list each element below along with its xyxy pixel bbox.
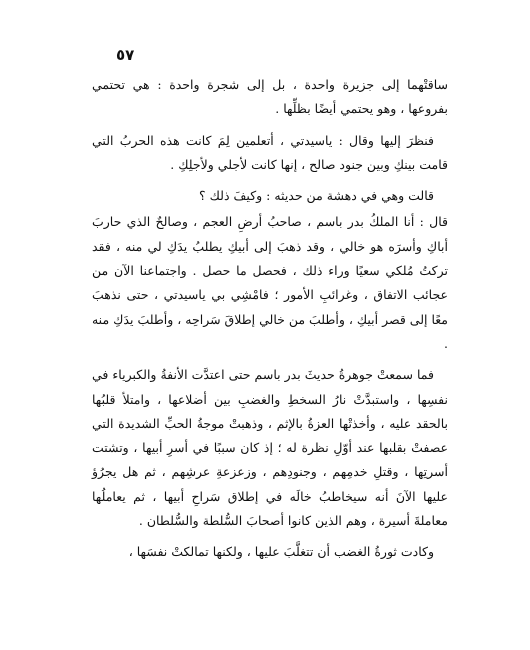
paragraph-5: فما سمعتْ جوهرةُ حديثَ بدر باسم حتى اعتدَّت الأنفةُ والكبرياء في نفسِها ، واستبدَّتْ نارُ السخطِ والغضبِ بين أضلاعها ، وامتلأ قلبُها بالحقد عليه ، وأخذتْها العزةُ بالإثم ، وذهبتْ موجةُ الحبِّ الشديدة التي عصفتْ بقلبها عند أوّلِ نظرة له ؛ إذ كان سببًا في أسرِ أبيها ، وتشتت أسرتِها ، وقتلِ خدمِهم ، وجنودِهم ، وزعزعةِ عرشِهم ، ثم هل يجرُؤ عليها الآنَ أنه سيخاطبُ خالَه في إطلاق سَراحِ أبيها ، ثم يعاملُها معاملةَ أسيرة ، وهم الذين كانوا أصحابَ السُّلطة والسُّلطان . xyxy=(92,367,448,529)
paragraph-2: فنظرَ إليها وقال : ياسيدتي ، أتعلمين لِمَ كانت هذه الحربُ التي قامت بينكِ وبين جنود صالح ، إنها كانت لأجلي ولأجلِكِ . xyxy=(92,132,448,172)
paragraph-3: قالت وهي في دهشة من حديثه : وكيفَ ذلك ؟ xyxy=(199,188,434,204)
paragraph-4: قال : أنا الملكُ بدر باسم ، صاحبُ أرضِ العجم ، وصالحٌ الذي حاربَ أباكِ وأسرَه هو خالي ، وقد ذهبَ إلى أبيكِ يطلبُ يدَكِ لي منه ، فقد تركتُ مُلكي سعيًا وراء ذلك ، فحصل ما حصل . واجتماعنا الآن من عجائب الاتفاق ، وغرائبِ الأمور ؛ فامْشِي بي ياسيدتي ، حتى نذهبَ معًا إلى قصر أبيكِ ، وأطلبَ من خالي إطلاقَ سَراحِه ، وأطلبَ يدَكِ منه . xyxy=(91,214,448,351)
paragraph-6: وكادت ثورةُ الغضب أن تتغلَّبَ عليها ، ولكنها تمالكتْ نفسَها ، xyxy=(128,544,434,560)
paragraph-1: ساقتْهما إلى جزيرة واحدة ، بل إلى شجرة واحدة : هي تحتمي بفروعها ، وهو يحتمي أيضًا بظلِّها . xyxy=(92,77,448,117)
body-text xyxy=(92,73,448,572)
page-number: ٥٧ xyxy=(116,46,135,64)
